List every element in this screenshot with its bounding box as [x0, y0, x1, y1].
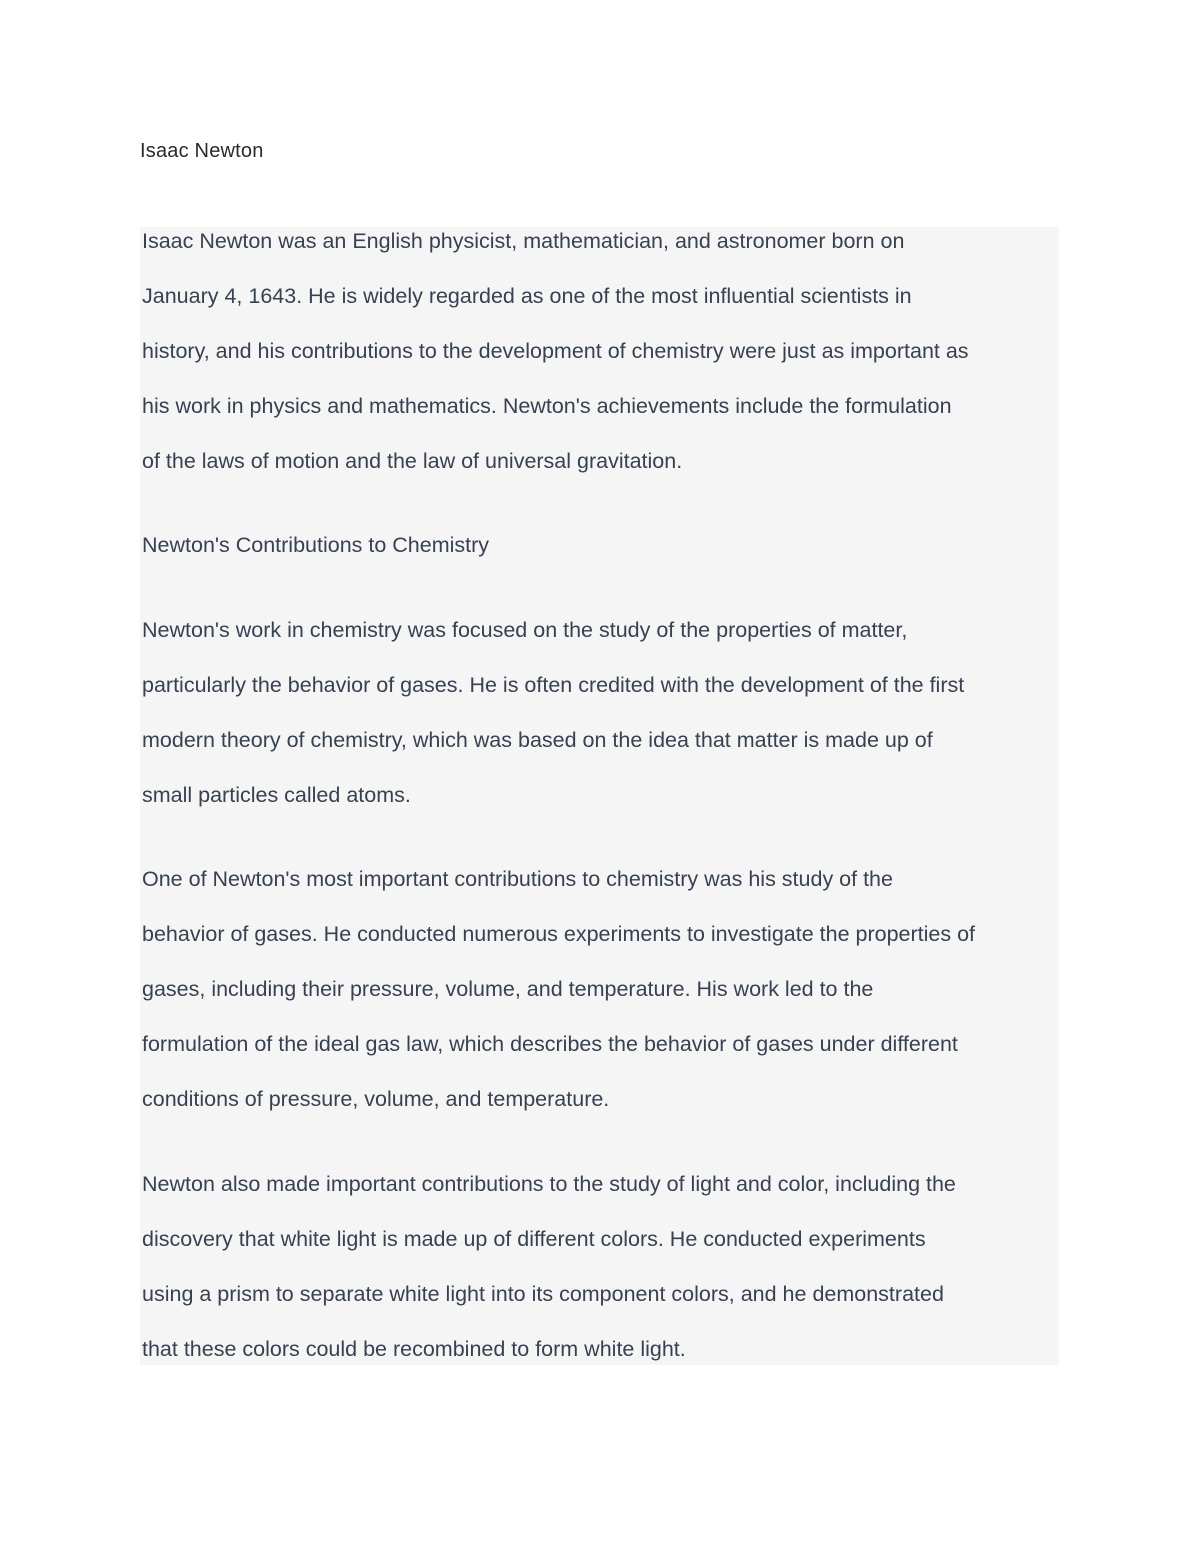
paragraph-line: conditions of pressure, volume, and temperature.	[142, 1087, 610, 1111]
chemistry-paragraph-1	[142, 603, 964, 823]
paragraph-line: Newton's work in chemistry was focused on the study of the properties of matter,	[142, 618, 908, 642]
paragraph-line: January 4, 1643. He is widely regarded as one of the most influential scientists in	[142, 284, 912, 308]
paragraph-line: that these colors could be recombined to form white light.	[142, 1337, 686, 1361]
paragraph-line: gases, including their pressure, volume, and temperature. His work led to the	[142, 977, 874, 1001]
paragraph-line: of the laws of motion and the law of universal gravitation.	[142, 449, 683, 473]
intro-paragraph	[142, 214, 969, 489]
paragraph-line: history, and his contributions to the development of chemistry were just as important as	[142, 339, 969, 363]
paragraph-line: his work in physics and mathematics. Newton's achievements include the formulation	[142, 394, 952, 418]
document-title: Isaac Newton	[140, 140, 264, 162]
paragraph-line: using a prism to separate white light into its component colors, and he demonstrated	[142, 1282, 944, 1306]
paragraph-line: One of Newton's most important contributions to chemistry was his study of the	[142, 867, 893, 891]
paragraph-line: behavior of gases. He conducted numerous experiments to investigate the properties of	[142, 922, 976, 946]
paragraph-line: discovery that white light is made up of different colors. He conducted experiments	[142, 1227, 926, 1251]
paragraph-line: modern theory of chemistry, which was based on the idea that matter is made up of	[142, 728, 933, 752]
chemistry-paragraph-2	[142, 852, 975, 1127]
paragraph-line: Isaac Newton was an English physicist, mathematician, and astronomer born on	[142, 229, 905, 253]
paragraph-line: formulation of the ideal gas law, which describes the behavior of gases under different	[142, 1032, 958, 1056]
section-heading-text: Newton's Contributions to Chemistry	[142, 533, 490, 557]
light-color-paragraph	[142, 1157, 956, 1377]
paragraph-line: particularly the behavior of gases. He is often credited with the development of the first	[142, 673, 965, 697]
paragraph-line: Newton also made important contributions to the study of light and color, including the	[142, 1172, 956, 1196]
paragraph-line: small particles called atoms.	[142, 783, 411, 807]
section-heading	[142, 518, 489, 573]
